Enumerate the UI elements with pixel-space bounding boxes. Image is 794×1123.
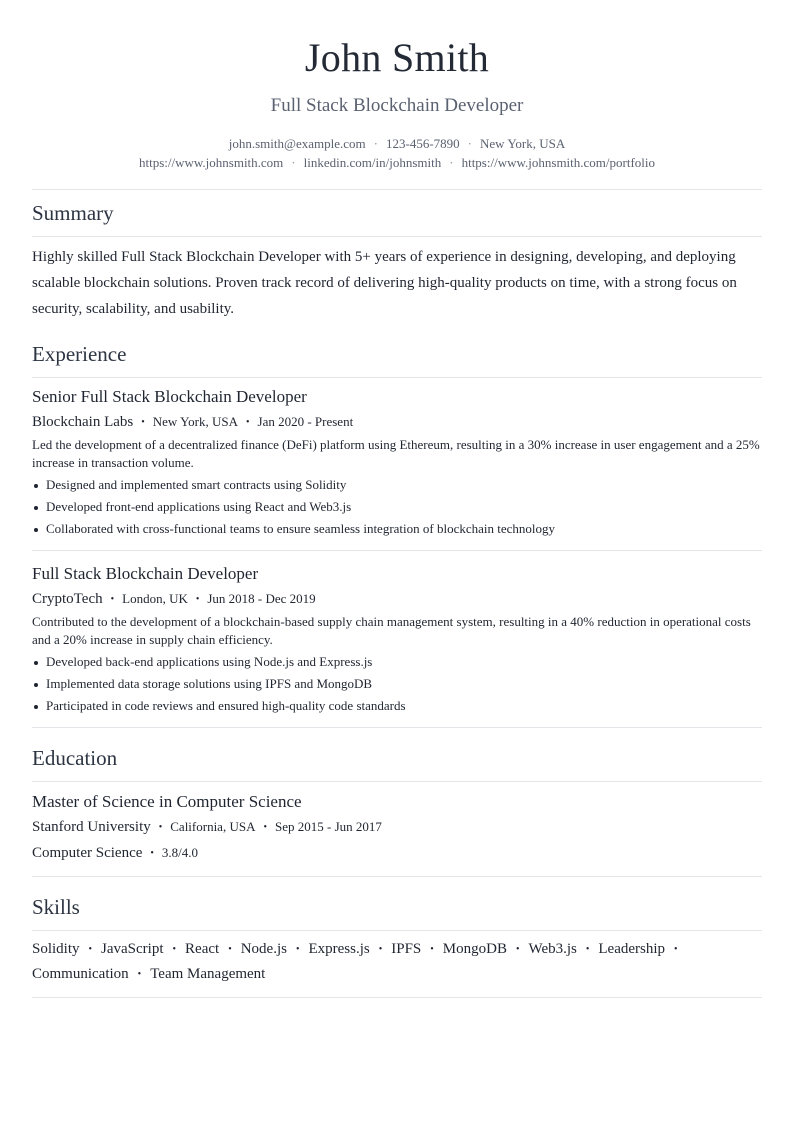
education-meta bbox=[32, 817, 762, 838]
phone-number: 123-456-7890 bbox=[385, 136, 460, 151]
bullet-separator: • bbox=[88, 944, 93, 955]
company-name: CryptoTech bbox=[32, 591, 103, 607]
list-item: Developed front-end applications using React and Web3.js bbox=[32, 496, 762, 518]
contact-line-2 bbox=[32, 153, 762, 172]
divider bbox=[32, 189, 762, 190]
list-item: Designed and implemented smart contracts using Solidity bbox=[32, 474, 762, 496]
portfolio-link[interactable]: https://www.johnsmith.com/portfolio bbox=[461, 155, 656, 170]
experience-section bbox=[32, 341, 762, 728]
education-section bbox=[32, 745, 762, 877]
school-location: California, USA bbox=[170, 819, 256, 834]
divider bbox=[32, 236, 762, 237]
skill-item: Express.js bbox=[308, 941, 370, 957]
skill-item: Web3.js bbox=[528, 941, 577, 957]
bullet-separator: • bbox=[150, 848, 154, 859]
bullet-separator: • bbox=[137, 969, 142, 980]
list-item: Implemented data storage solutions using IPFS and MongoDB bbox=[32, 673, 762, 695]
skill-item: Leadership bbox=[598, 941, 666, 957]
candidate-role: Full Stack Blockchain Developer bbox=[270, 95, 524, 116]
skill-item: Solidity bbox=[32, 941, 80, 957]
job-description: Contributed to the development of a blockchain-based supply chain management system, resulting in a 40% reduction in operational costs and a 20% increase in supply chain efficiency. bbox=[32, 614, 751, 647]
separator: · bbox=[467, 136, 472, 151]
candidate-name: John Smith bbox=[304, 35, 490, 80]
divider bbox=[32, 550, 762, 551]
website-link[interactable]: https://www.johnsmith.com bbox=[138, 155, 284, 170]
field-and-gpa bbox=[32, 843, 762, 864]
school-name: Stanford University bbox=[32, 819, 151, 835]
job-meta bbox=[32, 412, 762, 433]
divider bbox=[32, 377, 762, 378]
job-entry bbox=[32, 563, 762, 717]
divider bbox=[32, 930, 762, 931]
summary-section bbox=[32, 200, 762, 322]
divider bbox=[32, 727, 762, 728]
list-item: Participated in code reviews and ensured high-quality code standards bbox=[32, 695, 762, 717]
bullet-separator: • bbox=[246, 417, 250, 428]
skills-heading: Skills bbox=[32, 895, 80, 919]
job-location: New York, USA bbox=[152, 414, 238, 429]
education-dates: Sep 2015 - Jun 2017 bbox=[274, 819, 382, 834]
skill-item: Team Management bbox=[150, 966, 266, 982]
bullet-separator: • bbox=[141, 417, 145, 428]
bullet-separator: • bbox=[295, 944, 300, 955]
bullet-separator: • bbox=[228, 944, 232, 955]
job-dates: Jun 2018 - Dec 2019 bbox=[207, 591, 316, 606]
bullet-separator: • bbox=[585, 944, 590, 955]
bullet-separator: • bbox=[515, 944, 520, 955]
separator: · bbox=[373, 136, 378, 151]
contact-line-1 bbox=[32, 134, 762, 153]
divider bbox=[32, 876, 762, 877]
company-name: Blockchain Labs bbox=[32, 414, 134, 430]
job-location: London, UK bbox=[122, 591, 188, 606]
job-title: Full Stack Blockchain Developer bbox=[32, 564, 259, 583]
resume-header bbox=[32, 0, 762, 172]
job-dates: Jan 2020 - Present bbox=[257, 414, 354, 429]
list-item: Developed back-end applications using Node.js and Express.js bbox=[32, 651, 762, 673]
job-bullets bbox=[32, 651, 762, 717]
linkedin-link[interactable]: linkedin.com/in/johnsmith bbox=[303, 155, 442, 170]
bullet-separator: • bbox=[158, 822, 163, 833]
skill-item: MongoDB bbox=[442, 941, 507, 957]
bullet-separator: • bbox=[430, 944, 434, 955]
bullet-separator: • bbox=[195, 594, 200, 605]
education-heading: Education bbox=[32, 746, 118, 770]
email-link[interactable]: john.smith@example.com bbox=[228, 136, 366, 151]
skill-item: Communication bbox=[32, 966, 129, 982]
divider bbox=[32, 997, 762, 998]
bullet-separator: • bbox=[674, 944, 678, 955]
skill-item: JavaScript bbox=[101, 941, 164, 957]
job-entry bbox=[32, 386, 762, 540]
bullet-separator: • bbox=[378, 944, 383, 955]
job-bullets bbox=[32, 474, 762, 540]
location: New York, USA bbox=[480, 136, 566, 151]
job-description: Led the development of a decentralized finance (DeFi) platform using Ethereum, resulting in a 30% increase in user engagement and a 25% increase in transaction volume. bbox=[32, 437, 760, 470]
skill-item: React bbox=[185, 941, 220, 957]
bullet-separator: • bbox=[263, 822, 267, 833]
job-title: Senior Full Stack Blockchain Developer bbox=[32, 387, 307, 406]
bullet-separator: • bbox=[110, 594, 115, 605]
skills-section bbox=[32, 894, 762, 998]
divider bbox=[32, 781, 762, 782]
summary-heading: Summary bbox=[32, 201, 114, 225]
separator: · bbox=[449, 155, 454, 170]
field-of-study: Computer Science bbox=[32, 845, 143, 861]
skill-item: IPFS bbox=[391, 941, 422, 957]
experience-heading: Experience bbox=[32, 342, 127, 366]
bullet-separator: • bbox=[172, 944, 177, 955]
job-meta bbox=[32, 589, 762, 610]
skills-list bbox=[32, 937, 762, 987]
separator: · bbox=[291, 155, 296, 170]
degree-title: Master of Science in Computer Science bbox=[32, 792, 302, 811]
summary-text: Highly skilled Full Stack Blockchain Developer with 5+ years of experience in designing, developing, and deploying scalable blockchain solutions. Proven track record of delivering high-quality products on time, with a strong focus on security, scalability, and usability. bbox=[32, 249, 737, 317]
gpa: 3.8/4.0 bbox=[161, 845, 199, 860]
skill-item: Node.js bbox=[240, 941, 287, 957]
list-item: Collaborated with cross-functional teams to ensure seamless integration of blockchain technology bbox=[32, 518, 762, 540]
